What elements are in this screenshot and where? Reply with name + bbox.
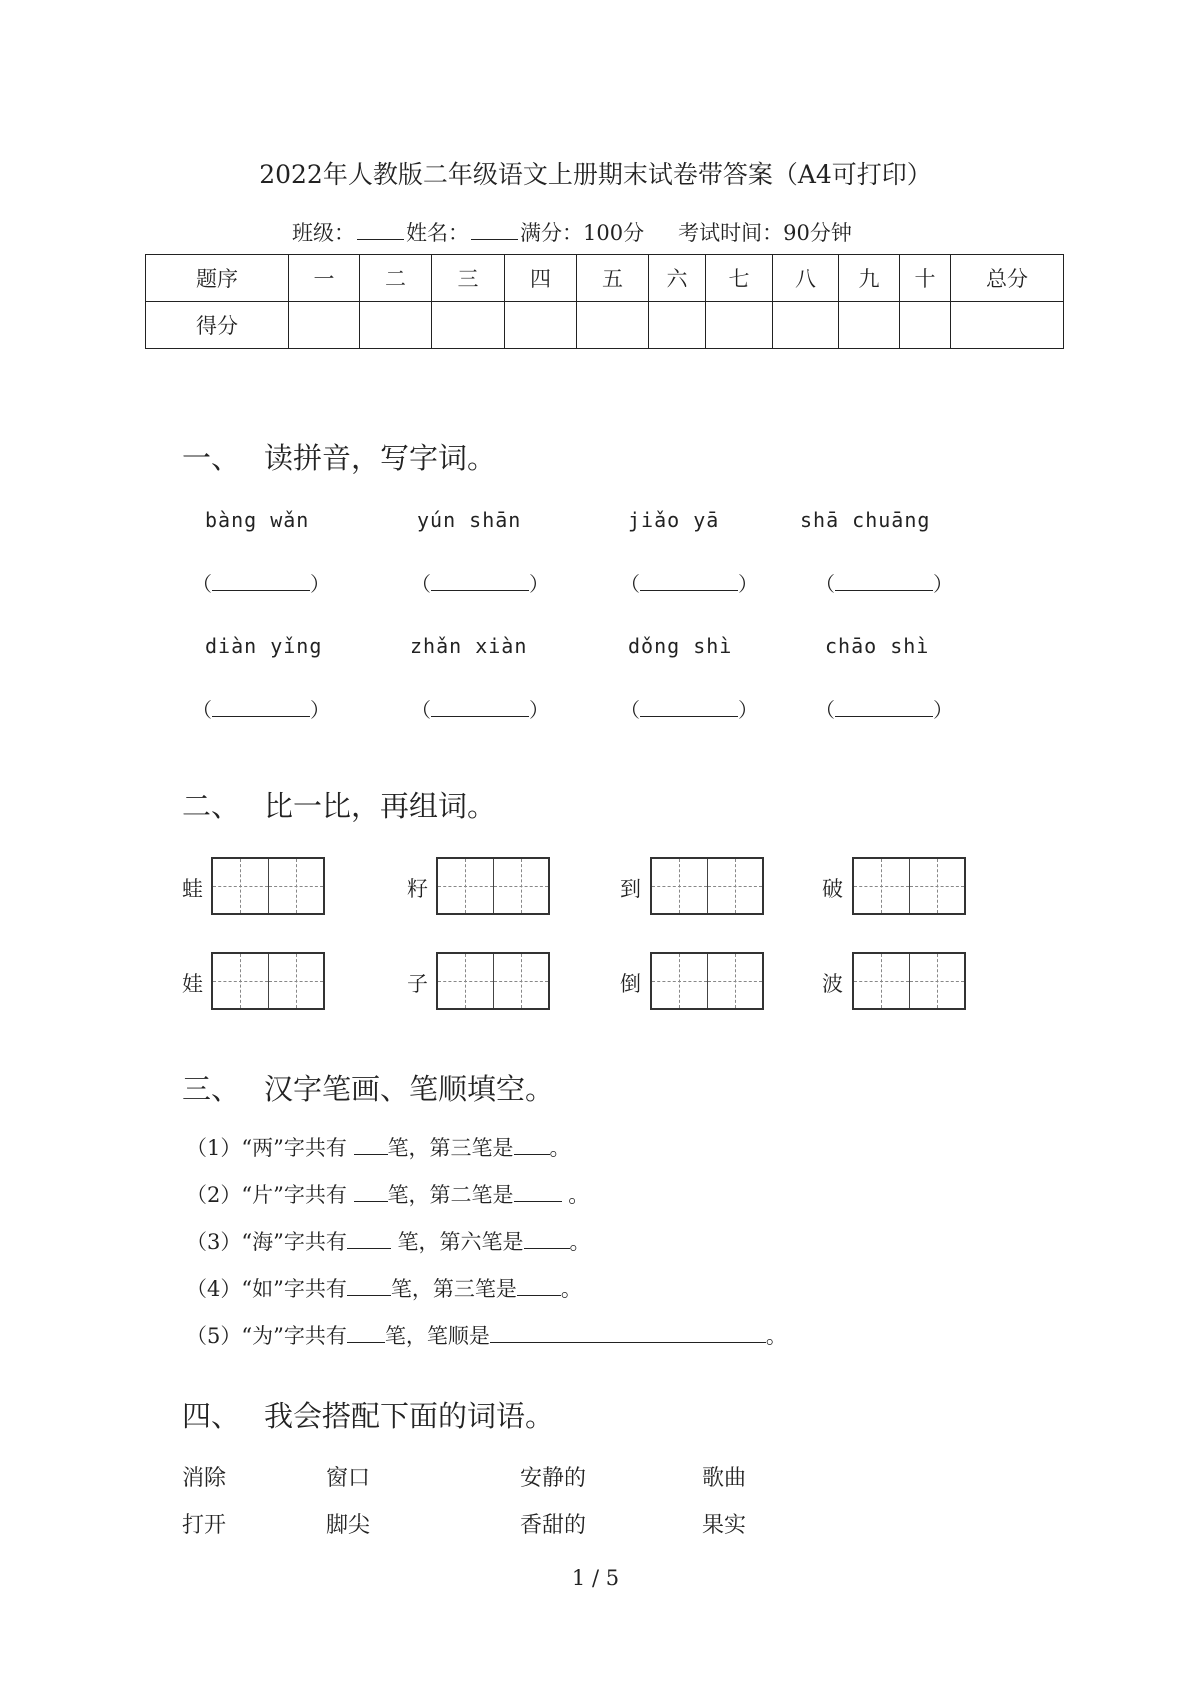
- answer-blank[interactable]: [354, 1183, 388, 1202]
- paren-close: ）: [738, 698, 758, 722]
- exam-time: 考试时间：90分钟: [678, 221, 852, 245]
- score-header-cell: 七: [706, 255, 773, 302]
- answer-blank[interactable]: [411, 568, 549, 597]
- writing-grid[interactable]: [650, 952, 764, 1010]
- answer-blank[interactable]: [815, 568, 953, 597]
- pinyin-item: diàn yǐng: [205, 634, 323, 658]
- section-heading-2: [182, 784, 496, 825]
- match-word: 安静的: [520, 1466, 587, 1491]
- compare-char: 子: [407, 972, 428, 996]
- score-cell[interactable]: [951, 302, 1064, 349]
- section-number: 二、: [182, 789, 241, 823]
- paren-open: （: [620, 698, 640, 722]
- question-number: （3）: [186, 1230, 242, 1254]
- score-row-label: 得分: [146, 302, 289, 349]
- name-blank[interactable]: [471, 221, 518, 240]
- section-title: 读拼音，写字词。: [264, 441, 497, 475]
- match-word: 果实: [702, 1513, 747, 1538]
- match-word: 脚尖: [326, 1513, 371, 1538]
- score-header-cell: 五: [577, 255, 649, 302]
- answer-blank[interactable]: [517, 1277, 561, 1296]
- question-text: “两”字共有: [241, 1136, 354, 1160]
- stroke-question: [186, 1179, 589, 1209]
- question-text: 笔，第二笔是: [387, 1183, 514, 1207]
- question-number: （1）: [186, 1136, 242, 1160]
- paren-close: ）: [529, 698, 549, 722]
- match-word: 打开: [182, 1513, 227, 1538]
- answer-blank[interactable]: [620, 568, 758, 597]
- section-heading-3: [182, 1067, 554, 1108]
- score-table-header-row: [146, 255, 1064, 302]
- score-header-cell: 四: [505, 255, 577, 302]
- section-heading-4: [182, 1394, 554, 1435]
- paren-open: （: [192, 698, 212, 722]
- paren-close: ）: [738, 572, 758, 596]
- pinyin-item: chāo shì: [825, 634, 930, 658]
- class-label: 班级：: [292, 221, 355, 245]
- paren-open: （: [192, 572, 212, 596]
- paren-open: （: [620, 572, 640, 596]
- score-cell[interactable]: [360, 302, 432, 349]
- name-label: 姓名：: [406, 221, 469, 245]
- score-cell[interactable]: [839, 302, 900, 349]
- score-cell[interactable]: [649, 302, 706, 349]
- pinyin-item: dǒng shì: [628, 634, 733, 658]
- page-number: 1 / 5: [571, 1566, 620, 1590]
- question-text: 笔，第三笔是: [387, 1136, 514, 1160]
- score-table: [145, 254, 1064, 349]
- match-word: 香甜的: [520, 1513, 587, 1538]
- pinyin-item: shā chuāng: [800, 508, 931, 532]
- question-text: 。: [765, 1324, 787, 1348]
- answer-blank[interactable]: [620, 694, 758, 723]
- compare-char: 波: [822, 972, 843, 996]
- question-number: （4）: [186, 1277, 242, 1301]
- match-word: 歌曲: [702, 1466, 747, 1491]
- answer-blank[interactable]: [514, 1136, 550, 1155]
- score-header-cell: 三: [432, 255, 505, 302]
- writing-grid[interactable]: [436, 952, 550, 1010]
- stroke-question: [186, 1132, 571, 1162]
- writing-grid[interactable]: [211, 952, 325, 1010]
- page-title: 2022年人教版二年级语文上册期末试卷带答案（A4可打印）: [259, 160, 932, 189]
- stroke-question: [186, 1273, 582, 1303]
- question-text: 。: [569, 1230, 591, 1254]
- answer-blank[interactable]: [354, 1136, 388, 1155]
- paren-close: ）: [529, 572, 549, 596]
- score-cell[interactable]: [289, 302, 360, 349]
- question-number: （5）: [186, 1324, 242, 1348]
- section-heading-1: [182, 436, 496, 477]
- answer-blank[interactable]: [490, 1324, 766, 1343]
- compare-char: 倒: [620, 972, 641, 996]
- score-header-cell: 十: [900, 255, 951, 302]
- answer-blank[interactable]: [192, 694, 330, 723]
- answer-blank[interactable]: [347, 1277, 391, 1296]
- paren-open: （: [411, 572, 431, 596]
- score-header-cell: 二: [360, 255, 432, 302]
- score-cell[interactable]: [900, 302, 951, 349]
- score-cell[interactable]: [432, 302, 505, 349]
- match-word: 消除: [182, 1466, 227, 1491]
- answer-blank[interactable]: [514, 1183, 562, 1202]
- compare-char: 籽: [407, 877, 428, 901]
- question-text: “海”字共有: [241, 1230, 347, 1254]
- answer-blank[interactable]: [192, 568, 330, 597]
- question-text: “为”字共有: [241, 1324, 347, 1348]
- full-score: 满分：100分: [520, 221, 645, 245]
- writing-grid[interactable]: [211, 857, 325, 915]
- section-number: 一、: [182, 441, 241, 475]
- question-text: “片”字共有: [241, 1183, 354, 1207]
- section-number: 三、: [182, 1072, 241, 1106]
- score-cell[interactable]: [577, 302, 649, 349]
- compare-char: 娃: [182, 972, 203, 996]
- score-cell[interactable]: [773, 302, 839, 349]
- paren-open: （: [815, 698, 835, 722]
- score-header-cell: 八: [773, 255, 839, 302]
- paren-open: （: [411, 698, 431, 722]
- compare-char: 到: [620, 877, 641, 901]
- section-title: 比一比，再组词。: [264, 789, 497, 823]
- answer-blank[interactable]: [524, 1230, 570, 1249]
- class-blank[interactable]: [357, 221, 404, 240]
- question-text: 。: [549, 1136, 571, 1160]
- pinyin-item: bàng wǎn: [205, 508, 310, 532]
- answer-blank[interactable]: [815, 694, 953, 723]
- paren-open: （: [815, 572, 835, 596]
- compare-char: 蛙: [182, 877, 203, 901]
- section-number: 四、: [182, 1399, 241, 1433]
- section-title: 我会搭配下面的词语。: [264, 1399, 555, 1433]
- stroke-question: [186, 1226, 591, 1256]
- pinyin-item: jiǎo yā: [628, 508, 720, 532]
- writing-grid[interactable]: [852, 857, 966, 915]
- score-header-cell: 一: [289, 255, 360, 302]
- writing-grid[interactable]: [852, 952, 966, 1010]
- pinyin-item: zhǎn xiàn: [410, 634, 528, 658]
- pinyin-item: yún shān: [417, 508, 522, 532]
- match-word: 窗口: [326, 1466, 371, 1491]
- question-text: 笔，第三笔是: [390, 1277, 517, 1301]
- score-header-cell: 六: [649, 255, 706, 302]
- section-title: 汉字笔画、笔顺填空。: [264, 1072, 555, 1106]
- score-cell[interactable]: [706, 302, 773, 349]
- answer-blank[interactable]: [347, 1230, 391, 1249]
- paren-close: ）: [933, 698, 953, 722]
- stroke-question: [186, 1320, 787, 1350]
- paren-close: ）: [310, 572, 330, 596]
- writing-grid[interactable]: [650, 857, 764, 915]
- question-text: 。: [561, 1183, 590, 1207]
- exam-meta: [292, 217, 852, 247]
- score-header-cell: 九: [839, 255, 900, 302]
- paren-close: ）: [933, 572, 953, 596]
- question-text: 笔，第六笔是: [390, 1230, 524, 1254]
- answer-blank[interactable]: [347, 1324, 385, 1343]
- compare-char: 破: [822, 877, 843, 901]
- question-text: “如”字共有: [241, 1277, 347, 1301]
- answer-blank[interactable]: [411, 694, 549, 723]
- question-number: （2）: [186, 1183, 242, 1207]
- writing-grid[interactable]: [436, 857, 550, 915]
- paren-close: ）: [310, 698, 330, 722]
- score-header-cell: 总分: [951, 255, 1064, 302]
- score-header-cell: 题序: [146, 255, 289, 302]
- score-cell[interactable]: [505, 302, 577, 349]
- question-text: 笔，笔顺是: [384, 1324, 490, 1348]
- question-text: 。: [560, 1277, 582, 1301]
- score-table-row: [146, 302, 1064, 349]
